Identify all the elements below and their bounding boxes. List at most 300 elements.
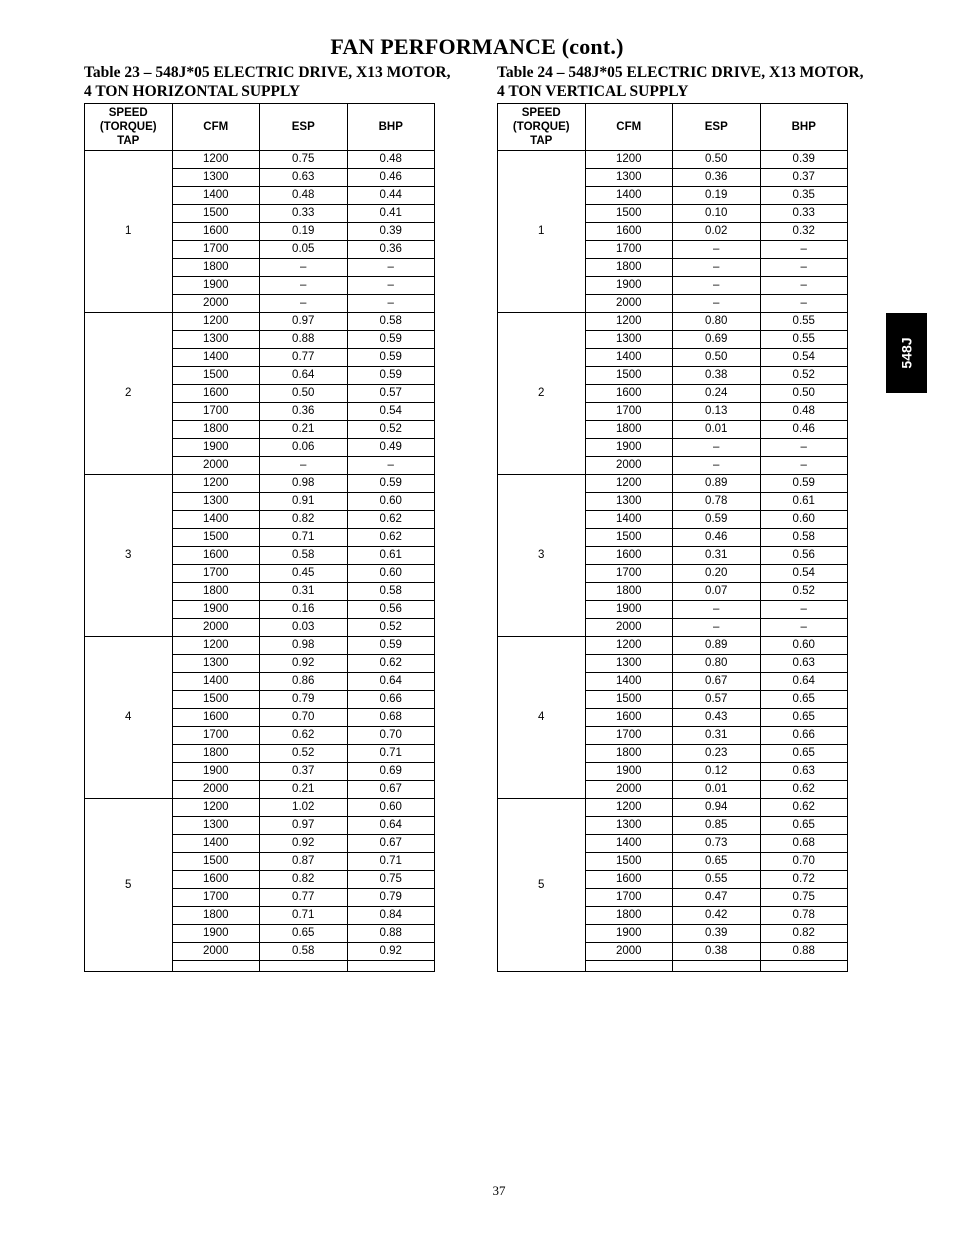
bhp-cell: – [760,259,848,277]
bhp-cell: 0.62 [347,511,435,529]
esp-cell: 0.64 [260,367,348,385]
cfm-cell: 1400 [172,187,260,205]
tap-group-1 [498,151,848,313]
cfm-cell: 1900 [172,763,260,781]
cfm-cell: 1900 [172,277,260,295]
esp-cell: 0.50 [260,385,348,403]
esp-cell: 0.24 [673,385,761,403]
esp-cell: 0.31 [673,547,761,565]
bhp-cell: 0.71 [347,853,435,871]
esp-cell: – [673,457,761,475]
cfm-cell: 1400 [585,673,673,691]
cfm-cell: 1800 [585,907,673,925]
cfm-cell: 2000 [585,781,673,799]
page-title: FAN PERFORMANCE (cont.) [330,34,624,59]
header-speed-tap: SPEED (TORQUE) TAP [498,104,586,151]
tap-group-3 [85,475,435,637]
esp-cell: 0.20 [673,565,761,583]
esp-cell: 0.63 [260,169,348,187]
table-row [498,313,848,331]
bhp-cell: 0.54 [760,349,848,367]
bhp-cell: 0.60 [347,493,435,511]
table-row [85,799,435,817]
esp-cell: 0.98 [260,637,348,655]
bhp-cell: 0.78 [760,907,848,925]
bhp-cell: – [760,457,848,475]
esp-cell: 0.62 [260,727,348,745]
fan-performance-table [497,103,848,972]
cfm-cell: 1600 [172,871,260,889]
bhp-cell: 0.68 [347,709,435,727]
speed-tap-cell: 4 [85,637,173,799]
esp-cell: 0.82 [260,871,348,889]
esp-cell: 0.39 [673,925,761,943]
page-number: 37 [492,1183,506,1198]
cfm-cell: 1400 [172,835,260,853]
cfm-cell: 1200 [172,151,260,169]
esp-cell: 0.16 [260,601,348,619]
empty-cell [585,961,673,972]
cfm-cell: 1800 [585,421,673,439]
cfm-cell: 1300 [172,493,260,511]
esp-cell: – [260,277,348,295]
header-bhp: BHP [347,104,435,151]
cfm-cell: 1200 [172,637,260,655]
bhp-cell: 0.70 [347,727,435,745]
bhp-cell: 0.37 [760,169,848,187]
cfm-cell: 1800 [172,583,260,601]
esp-cell: 1.02 [260,799,348,817]
esp-cell: 0.01 [673,421,761,439]
bhp-cell: – [760,295,848,313]
header-row [85,104,435,151]
esp-cell: 0.97 [260,817,348,835]
cfm-cell: 2000 [172,781,260,799]
bhp-cell: 0.36 [347,241,435,259]
cfm-cell: 1900 [585,925,673,943]
table-title [497,63,864,101]
bhp-cell: 0.64 [347,673,435,691]
empty-cell [172,961,260,972]
esp-cell: 0.33 [260,205,348,223]
cfm-cell: 1400 [172,511,260,529]
cfm-cell: 1600 [585,709,673,727]
esp-cell: 0.94 [673,799,761,817]
table-23 [84,63,451,972]
header-cfm: CFM [172,104,260,151]
cfm-cell: 1600 [585,223,673,241]
cfm-cell: 1600 [172,223,260,241]
bhp-cell: 0.52 [760,583,848,601]
bhp-cell: 0.39 [760,151,848,169]
cfm-cell: 1800 [172,259,260,277]
cfm-cell: 1500 [585,367,673,385]
bhp-cell: 0.63 [760,763,848,781]
tap-group-2 [85,313,435,475]
tap-group-3 [498,475,848,637]
bhp-cell: 0.48 [347,151,435,169]
cfm-cell: 1700 [172,727,260,745]
esp-cell: 0.23 [673,745,761,763]
esp-cell: 0.98 [260,475,348,493]
esp-cell: 0.37 [260,763,348,781]
cfm-cell: 2000 [172,295,260,313]
esp-cell: 0.50 [673,151,761,169]
header-row [498,104,848,151]
esp-cell: 0.91 [260,493,348,511]
cfm-cell: 1700 [172,889,260,907]
cfm-cell: 1300 [585,169,673,187]
table-row [85,313,435,331]
cfm-cell: 1300 [172,655,260,673]
bhp-cell: 0.52 [347,421,435,439]
cfm-cell: 1900 [585,277,673,295]
tap-group-1 [85,151,435,313]
esp-cell: 0.69 [673,331,761,349]
cfm-cell: 1200 [585,151,673,169]
esp-cell: 0.70 [260,709,348,727]
bhp-cell: 0.59 [347,349,435,367]
bhp-cell: 0.61 [760,493,848,511]
cfm-cell: 1700 [585,889,673,907]
bhp-cell: 0.84 [347,907,435,925]
empty-cell [760,961,848,972]
cfm-cell: 1500 [172,529,260,547]
bhp-cell: 0.48 [760,403,848,421]
bhp-cell: 0.55 [760,313,848,331]
speed-tap-cell: 3 [498,475,586,637]
cfm-cell: 1600 [172,385,260,403]
bhp-cell: 0.39 [347,223,435,241]
esp-cell: 0.75 [260,151,348,169]
section-side-tab [886,313,927,393]
bhp-cell: – [347,295,435,313]
bhp-cell: 0.59 [347,367,435,385]
cfm-cell: 1900 [172,601,260,619]
esp-cell: 0.92 [260,835,348,853]
cfm-cell: 1300 [172,331,260,349]
cfm-cell: 1500 [172,691,260,709]
esp-cell: 0.52 [260,745,348,763]
esp-cell: 0.10 [673,205,761,223]
table-row [498,799,848,817]
esp-cell: 0.31 [673,727,761,745]
speed-tap-cell: 3 [85,475,173,637]
table-row [498,475,848,493]
cfm-cell: 1900 [585,763,673,781]
bhp-cell: 0.67 [347,781,435,799]
bhp-cell: 0.62 [760,781,848,799]
table-title-line1: Table 23 – 548J*05 ELECTRIC DRIVE, X13 MOTOR, [84,64,451,81]
side-tab-label: 548J [898,337,915,369]
esp-cell: 0.87 [260,853,348,871]
cfm-cell: 2000 [585,457,673,475]
tap-group-5 [85,799,435,972]
esp-cell: 0.05 [260,241,348,259]
cfm-cell: 1900 [172,439,260,457]
bhp-cell: 0.60 [347,799,435,817]
esp-cell: 0.67 [673,673,761,691]
cfm-cell: 1400 [585,349,673,367]
cfm-cell: 1300 [585,331,673,349]
cfm-cell: 1400 [585,511,673,529]
cfm-cell: 2000 [585,943,673,961]
cfm-cell: 1500 [585,853,673,871]
speed-tap-cell: 5 [498,799,586,972]
cfm-cell: 1900 [585,439,673,457]
empty-cell [347,961,435,972]
bhp-cell: – [347,259,435,277]
cfm-cell: 2000 [172,943,260,961]
esp-cell: 0.71 [260,907,348,925]
cfm-cell: 1200 [172,475,260,493]
cfm-cell: 1500 [585,205,673,223]
cfm-cell: 1700 [172,565,260,583]
cfm-cell: 1600 [585,385,673,403]
bhp-cell: 0.69 [347,763,435,781]
bhp-cell: 0.79 [347,889,435,907]
cfm-cell: 1200 [172,313,260,331]
cfm-cell: 1700 [585,403,673,421]
bhp-cell: 0.59 [347,637,435,655]
esp-cell: 0.58 [260,547,348,565]
cfm-cell: 1800 [172,907,260,925]
esp-cell: – [673,619,761,637]
esp-cell: 0.65 [260,925,348,943]
bhp-cell: 0.41 [347,205,435,223]
bhp-cell: 0.65 [760,817,848,835]
cfm-cell: 1900 [172,925,260,943]
cfm-cell: 1500 [172,367,260,385]
cfm-cell: 1200 [585,637,673,655]
bhp-cell: 0.66 [760,727,848,745]
cfm-cell: 1300 [172,817,260,835]
esp-cell: 0.19 [260,223,348,241]
bhp-cell: 0.52 [760,367,848,385]
bhp-cell: 0.75 [760,889,848,907]
cfm-cell: 1600 [585,547,673,565]
esp-cell: 0.65 [673,853,761,871]
bhp-cell: 0.65 [760,709,848,727]
table-title-line2: 4 TON HORIZONTAL SUPPLY [84,83,301,100]
bhp-cell: – [760,601,848,619]
cfm-cell: 2000 [172,457,260,475]
cfm-cell: 1900 [585,601,673,619]
header-speed-tap: SPEED (TORQUE) TAP [85,104,173,151]
esp-cell: 0.38 [673,367,761,385]
esp-cell: 0.80 [673,655,761,673]
esp-cell: 0.38 [673,943,761,961]
bhp-cell: 0.50 [760,385,848,403]
cfm-cell: 1700 [585,727,673,745]
bhp-cell: 0.75 [347,871,435,889]
table-title-line2: 4 TON VERTICAL SUPPLY [497,83,689,100]
cfm-cell: 1800 [585,583,673,601]
bhp-cell: 0.58 [347,583,435,601]
esp-cell: 0.13 [673,403,761,421]
cfm-cell: 1700 [172,241,260,259]
esp-cell: 0.89 [673,475,761,493]
esp-cell: 0.59 [673,511,761,529]
esp-cell: 0.79 [260,691,348,709]
bhp-cell: 0.56 [347,601,435,619]
esp-cell: 0.36 [673,169,761,187]
esp-cell: 0.21 [260,781,348,799]
bhp-cell: 0.63 [760,655,848,673]
esp-cell: 0.82 [260,511,348,529]
bhp-cell: – [347,277,435,295]
tap-group-2 [498,313,848,475]
bhp-cell: 0.82 [760,925,848,943]
table-row [498,151,848,169]
esp-cell: 0.06 [260,439,348,457]
bhp-cell: 0.54 [760,565,848,583]
cfm-cell: 1400 [172,349,260,367]
table-row [85,637,435,655]
bhp-cell: 0.72 [760,871,848,889]
cfm-cell: 1800 [585,745,673,763]
cfm-cell: 1600 [172,547,260,565]
bhp-cell: 0.62 [347,655,435,673]
cfm-cell: 1300 [585,493,673,511]
header-esp: ESP [673,104,761,151]
esp-cell: 0.88 [260,331,348,349]
bhp-cell: 0.56 [760,547,848,565]
esp-cell: 0.48 [260,187,348,205]
esp-cell: 0.80 [673,313,761,331]
esp-cell: 0.12 [673,763,761,781]
esp-cell: 0.31 [260,583,348,601]
esp-cell: 0.86 [260,673,348,691]
bhp-cell: 0.61 [347,547,435,565]
speed-tap-cell: 5 [85,799,173,972]
bhp-cell: 0.35 [760,187,848,205]
esp-cell: 0.21 [260,421,348,439]
bhp-cell: 0.60 [347,565,435,583]
esp-cell: 0.07 [673,583,761,601]
cfm-cell: 1300 [585,655,673,673]
esp-cell: 0.43 [673,709,761,727]
speed-tap-cell: 4 [498,637,586,799]
header-esp: ESP [260,104,348,151]
cfm-cell: 2000 [585,619,673,637]
esp-cell: – [260,295,348,313]
cfm-cell: 1300 [585,817,673,835]
esp-cell: 0.45 [260,565,348,583]
bhp-cell: – [347,457,435,475]
esp-cell: 0.92 [260,655,348,673]
esp-cell: 0.19 [673,187,761,205]
esp-cell: 0.47 [673,889,761,907]
cfm-cell: 1400 [172,673,260,691]
speed-tap-cell: 1 [85,151,173,313]
table-24 [497,63,864,972]
bhp-cell: – [760,619,848,637]
table-title-line1: Table 24 – 548J*05 ELECTRIC DRIVE, X13 MOTOR, [497,64,864,81]
bhp-cell: 0.62 [347,529,435,547]
bhp-cell: 0.55 [760,331,848,349]
esp-cell: – [673,601,761,619]
header-cfm: CFM [585,104,673,151]
cfm-cell: 1500 [585,529,673,547]
bhp-cell: 0.71 [347,745,435,763]
bhp-cell: 0.88 [760,943,848,961]
bhp-cell: 0.64 [760,673,848,691]
cfm-cell: 1200 [585,475,673,493]
bhp-cell: 0.65 [760,691,848,709]
cfm-cell: 1600 [172,709,260,727]
bhp-cell: 0.60 [760,637,848,655]
esp-cell: 0.58 [260,943,348,961]
esp-cell: 0.46 [673,529,761,547]
esp-cell: 0.73 [673,835,761,853]
bhp-cell: 0.44 [347,187,435,205]
esp-cell: 0.02 [673,223,761,241]
cfm-cell: 1400 [585,187,673,205]
empty-cell [673,961,761,972]
esp-cell: 0.50 [673,349,761,367]
speed-tap-cell: 2 [498,313,586,475]
esp-cell: 0.71 [260,529,348,547]
bhp-cell: 0.67 [347,835,435,853]
esp-cell: 0.77 [260,889,348,907]
bhp-cell: 0.58 [760,529,848,547]
bhp-cell: 0.60 [760,511,848,529]
cfm-cell: 1700 [585,241,673,259]
esp-cell: 0.55 [673,871,761,889]
header-bhp: BHP [760,104,848,151]
cfm-cell: 1800 [172,745,260,763]
table-row [85,151,435,169]
tap-group-5 [498,799,848,972]
cfm-cell: 1700 [585,565,673,583]
esp-cell: – [673,295,761,313]
cfm-cell: 1600 [585,871,673,889]
bhp-cell: 0.68 [760,835,848,853]
bhp-cell: 0.54 [347,403,435,421]
speed-tap-cell: 1 [498,151,586,313]
cfm-cell: 1200 [585,313,673,331]
bhp-cell: 0.52 [347,619,435,637]
esp-cell: 0.42 [673,907,761,925]
bhp-cell: 0.88 [347,925,435,943]
esp-cell: 0.36 [260,403,348,421]
bhp-cell: 0.33 [760,205,848,223]
tap-group-4 [85,637,435,799]
bhp-cell: 0.49 [347,439,435,457]
fan-performance-table [84,103,435,972]
bhp-cell: 0.46 [347,169,435,187]
cfm-cell: 1700 [172,403,260,421]
speed-tap-cell: 2 [85,313,173,475]
bhp-cell: 0.46 [760,421,848,439]
cfm-cell: 1200 [172,799,260,817]
bhp-cell: 0.59 [347,475,435,493]
esp-cell: 0.78 [673,493,761,511]
bhp-cell: 0.32 [760,223,848,241]
bhp-cell: 0.65 [760,745,848,763]
bhp-cell: 0.62 [760,799,848,817]
esp-cell: 0.85 [673,817,761,835]
esp-cell: 0.77 [260,349,348,367]
esp-cell: – [673,241,761,259]
cfm-cell: 2000 [585,295,673,313]
cfm-cell: 2000 [172,619,260,637]
table-title [84,63,451,101]
cfm-cell: 1500 [172,205,260,223]
cfm-cell: 1200 [585,799,673,817]
cfm-cell: 1800 [172,421,260,439]
